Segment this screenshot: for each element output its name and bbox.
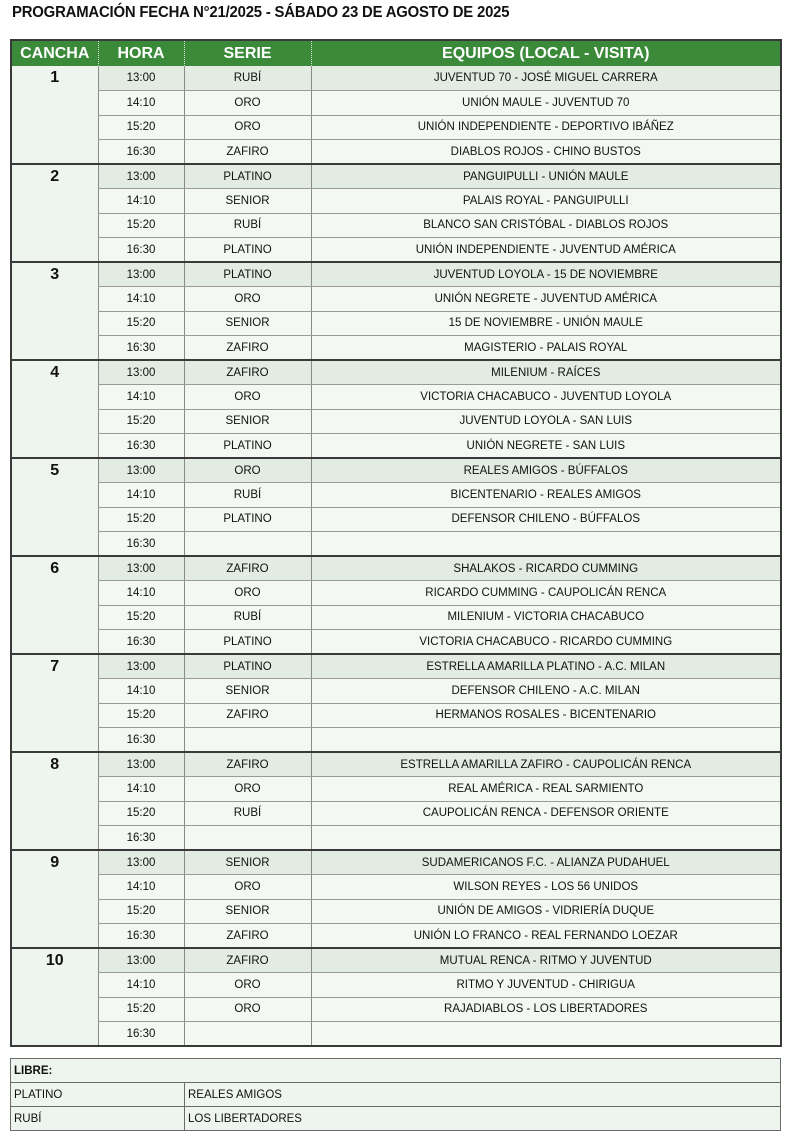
cell-hora: 14:10: [98, 973, 184, 998]
cell-equipos: MAGISTERIO - PALAIS ROYAL: [311, 336, 781, 361]
cancha-number: 9: [11, 850, 98, 948]
schedule-row: [11, 409, 781, 434]
cell-equipos: UNIÓN NEGRETE - JUVENTUD AMÉRICA: [311, 287, 781, 312]
cell-hora: 16:30: [98, 336, 184, 361]
cell-hora: 16:30: [98, 728, 184, 753]
cancha-number: 4: [11, 360, 98, 458]
schedule-row: [11, 262, 781, 287]
cell-equipos: UNIÓN INDEPENDIENTE - JUVENTUD AMÉRICA: [311, 238, 781, 263]
cell-equipos: RITMO Y JUVENTUD - CHIRIGUA: [311, 973, 781, 998]
libre-equipo: REALES AMIGOS: [185, 1083, 781, 1107]
schedule-row: [11, 997, 781, 1022]
schedule-row: [11, 581, 781, 606]
schedule-row: [11, 336, 781, 361]
cell-hora: 13:00: [98, 458, 184, 483]
cell-serie: PLATINO: [184, 507, 311, 532]
cell-hora: 16:30: [98, 924, 184, 949]
cell-hora: 15:20: [98, 311, 184, 336]
cell-hora: 16:30: [98, 434, 184, 459]
cell-serie: ORO: [184, 581, 311, 606]
page-title: PROGRAMACIÓN FECHA N°21/2025 - SÁBADO 23 DE AGOSTO DE 2025: [12, 4, 510, 21]
cell-serie: ZAFIRO: [184, 924, 311, 949]
cell-equipos: CAUPOLICÁN RENCA - DEFENSOR ORIENTE: [311, 801, 781, 826]
cell-hora: 13:00: [98, 556, 184, 581]
schedule-row: [11, 703, 781, 728]
libre-row: [11, 1083, 781, 1107]
schedule-row: [11, 140, 781, 165]
schedule-row: [11, 556, 781, 581]
schedule-row: [11, 1022, 781, 1047]
libre-serie: PLATINO: [11, 1083, 185, 1107]
cell-hora: 14:10: [98, 287, 184, 312]
schedule-row: [11, 679, 781, 704]
cell-hora: 15:20: [98, 409, 184, 434]
schedule-row: [11, 728, 781, 753]
cell-equipos: RAJADIABLOS - LOS LIBERTADORES: [311, 997, 781, 1022]
header-serie: SERIE: [184, 40, 311, 66]
libre-table: [10, 1058, 781, 1131]
cell-serie: [184, 532, 311, 557]
schedule-row: [11, 752, 781, 777]
schedule-row: [11, 213, 781, 238]
cell-serie: [184, 728, 311, 753]
cell-hora: 13:00: [98, 262, 184, 287]
cell-hora: 15:20: [98, 115, 184, 140]
cell-serie: PLATINO: [184, 654, 311, 679]
cell-equipos: UNIÓN MAULE - JUVENTUD 70: [311, 91, 781, 116]
cell-serie: SENIOR: [184, 679, 311, 704]
cell-serie: ORO: [184, 287, 311, 312]
schedule-row: [11, 777, 781, 802]
cell-equipos: MILENIUM - VICTORIA CHACABUCO: [311, 605, 781, 630]
cancha-number: 1: [11, 66, 98, 164]
libre-row: [11, 1107, 781, 1131]
cell-hora: 13:00: [98, 164, 184, 189]
cell-equipos: ESTRELLA AMARILLA ZAFIRO - CAUPOLICÁN RENCA: [311, 752, 781, 777]
schedule-row: [11, 532, 781, 557]
cell-serie: ORO: [184, 385, 311, 410]
cell-equipos: WILSON REYES - LOS 56 UNIDOS: [311, 875, 781, 900]
cell-equipos: VICTORIA CHACABUCO - RICARDO CUMMING: [311, 630, 781, 655]
cell-hora: 16:30: [98, 532, 184, 557]
schedule-row: [11, 385, 781, 410]
schedule-row: [11, 238, 781, 263]
schedule-row: [11, 66, 781, 91]
header-cancha: CANCHA: [11, 40, 98, 66]
cell-equipos: BLANCO SAN CRISTÓBAL - DIABLOS ROJOS: [311, 213, 781, 238]
schedule-row: [11, 605, 781, 630]
schedule-row: [11, 507, 781, 532]
schedule-row: [11, 311, 781, 336]
schedule-row: [11, 483, 781, 508]
cell-serie: RUBÍ: [184, 801, 311, 826]
cell-equipos: MILENIUM - RAÍCES: [311, 360, 781, 385]
cell-serie: ORO: [184, 777, 311, 802]
cell-equipos: REAL AMÉRICA - REAL SARMIENTO: [311, 777, 781, 802]
schedule-row: [11, 801, 781, 826]
libre-label: LIBRE:: [11, 1059, 781, 1083]
cell-equipos: UNIÓN LO FRANCO - REAL FERNANDO LOEZAR: [311, 924, 781, 949]
cell-hora: 14:10: [98, 189, 184, 214]
cancha-number: 7: [11, 654, 98, 752]
cell-equipos: DEFENSOR CHILENO - BÚFFALOS: [311, 507, 781, 532]
schedule-row: [11, 458, 781, 483]
schedule-row: [11, 826, 781, 851]
cell-serie: PLATINO: [184, 434, 311, 459]
cell-hora: 15:20: [98, 703, 184, 728]
cell-hora: 14:10: [98, 91, 184, 116]
schedule-row: [11, 850, 781, 875]
cell-hora: 15:20: [98, 605, 184, 630]
cell-equipos: 15 DE NOVIEMBRE - UNIÓN MAULE: [311, 311, 781, 336]
cell-hora: 14:10: [98, 875, 184, 900]
cell-hora: 13:00: [98, 654, 184, 679]
schedule-table: [10, 39, 782, 1047]
cancha-number: 8: [11, 752, 98, 850]
cell-serie: ZAFIRO: [184, 703, 311, 728]
cell-hora: 13:00: [98, 66, 184, 91]
schedule-row: [11, 948, 781, 973]
schedule-row: [11, 287, 781, 312]
schedule-row: [11, 875, 781, 900]
cell-hora: 14:10: [98, 581, 184, 606]
cell-serie: PLATINO: [184, 630, 311, 655]
cell-serie: ZAFIRO: [184, 360, 311, 385]
cell-hora: 13:00: [98, 850, 184, 875]
cell-serie: [184, 1022, 311, 1047]
cell-equipos: JUVENTUD LOYOLA - 15 DE NOVIEMBRE: [311, 262, 781, 287]
libre-header-row: [11, 1059, 781, 1083]
cell-serie: RUBÍ: [184, 213, 311, 238]
cell-equipos: UNIÓN DE AMIGOS - VIDRIERÍA DUQUE: [311, 899, 781, 924]
cell-hora: 14:10: [98, 679, 184, 704]
cell-equipos: BICENTENARIO - REALES AMIGOS: [311, 483, 781, 508]
cell-serie: ORO: [184, 458, 311, 483]
cell-serie: ORO: [184, 875, 311, 900]
schedule-row: [11, 164, 781, 189]
cell-serie: SENIOR: [184, 409, 311, 434]
cell-serie: ZAFIRO: [184, 140, 311, 165]
cell-equipos: [311, 728, 781, 753]
schedule-row: [11, 91, 781, 116]
cell-equipos: [311, 532, 781, 557]
cell-equipos: [311, 826, 781, 851]
cell-serie: RUBÍ: [184, 483, 311, 508]
cell-serie: PLATINO: [184, 164, 311, 189]
cell-hora: 14:10: [98, 777, 184, 802]
cell-hora: 13:00: [98, 360, 184, 385]
cell-serie: SENIOR: [184, 311, 311, 336]
cell-equipos: DEFENSOR CHILENO - A.C. MILAN: [311, 679, 781, 704]
cell-hora: 13:00: [98, 948, 184, 973]
cell-equipos: ESTRELLA AMARILLA PLATINO - A.C. MILAN: [311, 654, 781, 679]
cell-hora: 15:20: [98, 801, 184, 826]
cell-serie: ORO: [184, 115, 311, 140]
cell-hora: 14:10: [98, 385, 184, 410]
cell-serie: SENIOR: [184, 189, 311, 214]
cell-serie: ORO: [184, 973, 311, 998]
cell-equipos: REALES AMIGOS - BÚFFALOS: [311, 458, 781, 483]
cell-equipos: JUVENTUD 70 - JOSÉ MIGUEL CARRERA: [311, 66, 781, 91]
cell-equipos: UNIÓN NEGRETE - SAN LUIS: [311, 434, 781, 459]
cancha-number: 6: [11, 556, 98, 654]
cell-serie: ZAFIRO: [184, 948, 311, 973]
cancha-number: 3: [11, 262, 98, 360]
schedule-header: [11, 40, 781, 66]
cell-hora: 16:30: [98, 140, 184, 165]
libre-equipo: LOS LIBERTADORES: [185, 1107, 781, 1131]
libre-serie: RUBÍ: [11, 1107, 185, 1131]
cancha-number: 2: [11, 164, 98, 262]
cell-equipos: HERMANOS ROSALES - BICENTENARIO: [311, 703, 781, 728]
cell-equipos: JUVENTUD LOYOLA - SAN LUIS: [311, 409, 781, 434]
cell-hora: 15:20: [98, 997, 184, 1022]
schedule-row: [11, 973, 781, 998]
header-equipos: EQUIPOS (LOCAL - VISITA): [311, 40, 781, 66]
cell-equipos: SHALAKOS - RICARDO CUMMING: [311, 556, 781, 581]
cell-equipos: PANGUIPULLI - UNIÓN MAULE: [311, 164, 781, 189]
cancha-number: 10: [11, 948, 98, 1046]
header-hora: HORA: [98, 40, 184, 66]
cell-serie: SENIOR: [184, 899, 311, 924]
cell-equipos: RICARDO CUMMING - CAUPOLICÁN RENCA: [311, 581, 781, 606]
schedule-row: [11, 434, 781, 459]
schedule-row: [11, 654, 781, 679]
cell-serie: ORO: [184, 997, 311, 1022]
cell-equipos: MUTUAL RENCA - RITMO Y JUVENTUD: [311, 948, 781, 973]
schedule-row: [11, 924, 781, 949]
cell-hora: 16:30: [98, 1022, 184, 1047]
cell-equipos: [311, 1022, 781, 1047]
cell-hora: 15:20: [98, 899, 184, 924]
cell-serie: ZAFIRO: [184, 556, 311, 581]
cell-equipos: DIABLOS ROJOS - CHINO BUSTOS: [311, 140, 781, 165]
cell-hora: 13:00: [98, 752, 184, 777]
cell-serie: RUBÍ: [184, 605, 311, 630]
cell-hora: 15:20: [98, 507, 184, 532]
cell-serie: [184, 826, 311, 851]
cell-hora: 16:30: [98, 826, 184, 851]
cell-hora: 14:10: [98, 483, 184, 508]
schedule-body: [11, 66, 781, 1046]
cell-equipos: SUDAMERICANOS F.C. - ALIANZA PUDAHUEL: [311, 850, 781, 875]
schedule-row: [11, 899, 781, 924]
cell-equipos: VICTORIA CHACABUCO - JUVENTUD LOYOLA: [311, 385, 781, 410]
cell-serie: SENIOR: [184, 850, 311, 875]
schedule-row: [11, 630, 781, 655]
cancha-number: 5: [11, 458, 98, 556]
cell-serie: ORO: [184, 91, 311, 116]
cell-serie: RUBÍ: [184, 66, 311, 91]
cell-hora: 15:20: [98, 213, 184, 238]
cell-serie: PLATINO: [184, 238, 311, 263]
cell-serie: ZAFIRO: [184, 336, 311, 361]
cell-hora: 16:30: [98, 630, 184, 655]
cell-equipos: UNIÓN INDEPENDIENTE - DEPORTIVO IBÁÑEZ: [311, 115, 781, 140]
schedule-row: [11, 115, 781, 140]
cell-serie: PLATINO: [184, 262, 311, 287]
cell-serie: ZAFIRO: [184, 752, 311, 777]
cell-equipos: PALAIS ROYAL - PANGUIPULLI: [311, 189, 781, 214]
schedule-row: [11, 189, 781, 214]
cell-hora: 16:30: [98, 238, 184, 263]
schedule-row: [11, 360, 781, 385]
